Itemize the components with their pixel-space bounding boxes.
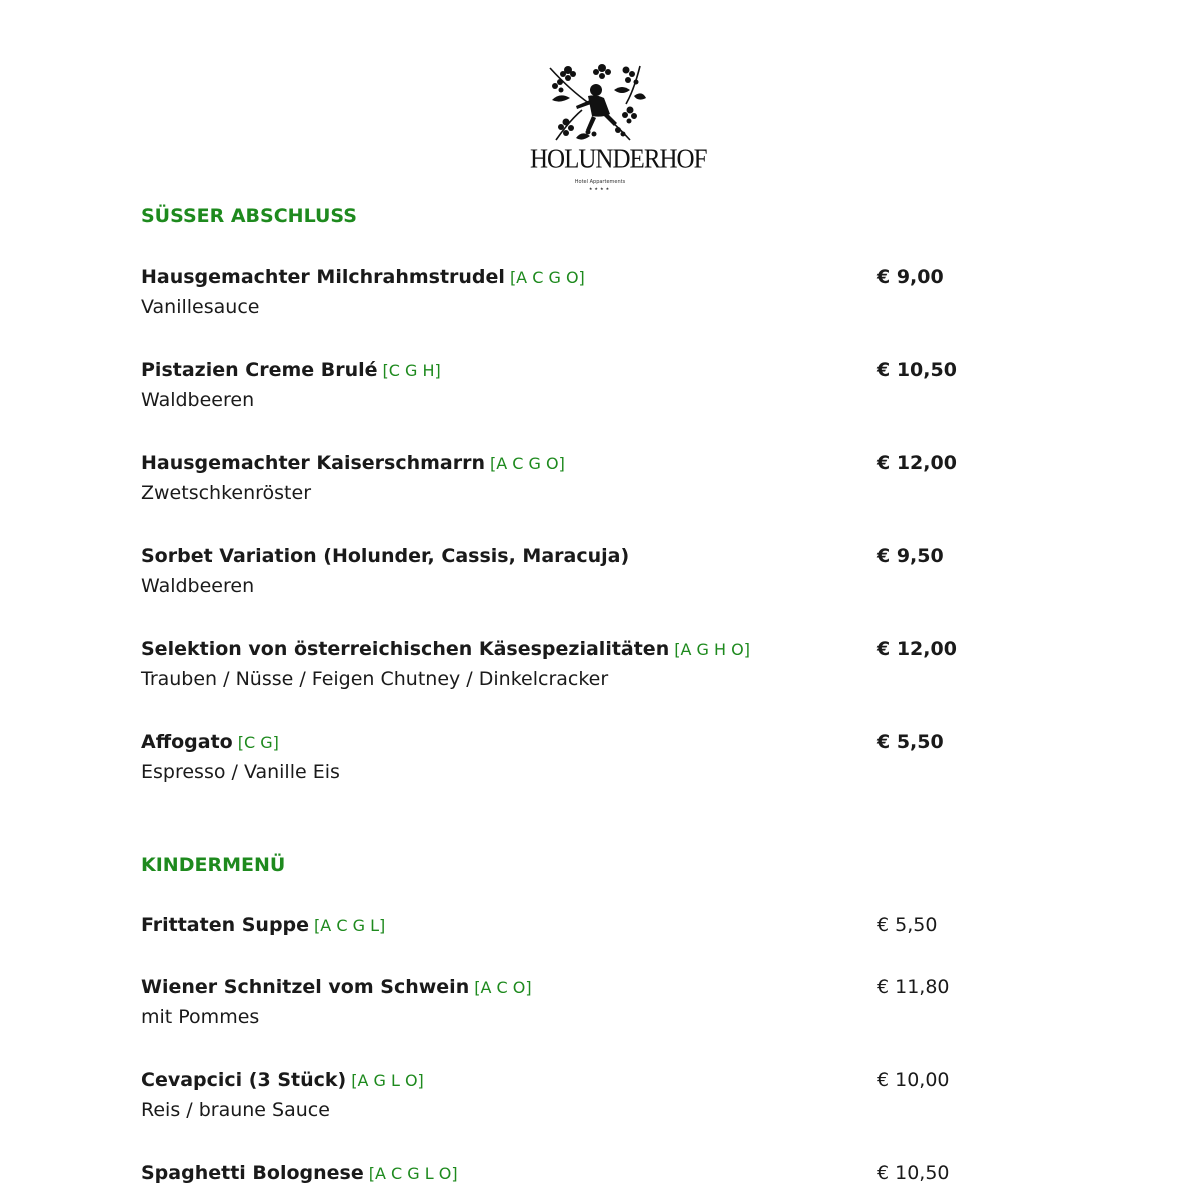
item-name: Frittaten Suppe	[141, 914, 310, 936]
item-name: Selektion von österreichischen Käsespezialitäten	[141, 638, 670, 660]
menu-item	[141, 638, 1021, 700]
menu-item	[141, 1162, 1021, 1196]
item-name: Hausgemachter Milchrahmstrudel	[141, 266, 505, 288]
logo-wordmark: HOLUNDERHOF	[530, 144, 707, 175]
item-allergens: [C G]	[237, 733, 279, 752]
item-name: Spaghetti Bolognese	[141, 1162, 364, 1184]
item-name: Hausgemachter Kaiserschmarrn	[141, 452, 486, 474]
logo-stars: ★★★★	[588, 186, 612, 191]
item-allergens: [A G L O]	[351, 1071, 424, 1090]
item-allergens: [A C G L]	[314, 916, 386, 935]
item-price: € 10,50	[877, 359, 957, 381]
item-allergens: [C G H]	[382, 361, 441, 380]
section-title-suesser-abschluss: SÜSSER ABSCHLUSS	[141, 205, 357, 227]
menu-item	[141, 976, 1021, 1038]
logo-subtitle: Hotel Appartements	[574, 179, 626, 185]
item-allergens: [A C G L O]	[368, 1164, 458, 1183]
item-price: € 11,80	[877, 976, 950, 998]
item-description: Waldbeeren	[141, 389, 255, 411]
menu-item	[141, 731, 1021, 793]
item-price: € 10,00	[877, 1069, 950, 1091]
item-name: Cevapcici (3 Stück)	[141, 1069, 347, 1091]
menu-item	[141, 266, 1021, 328]
section-title-kindermenue: KINDERMENÜ	[141, 854, 286, 876]
item-description: Espresso / Vanille Eis	[141, 761, 340, 783]
item-description: Vanillesauce	[141, 296, 260, 318]
item-description: mit Pommes	[141, 1006, 260, 1028]
item-allergens: [A C G O]	[509, 268, 585, 287]
menu-item	[141, 359, 1021, 421]
holunderhof-logo	[530, 60, 707, 196]
item-description: Reis / braune Sauce	[141, 1099, 330, 1121]
item-name: Pistazien Creme Brulé	[141, 359, 378, 381]
item-price: € 12,00	[877, 452, 957, 474]
item-description: Waldbeeren	[141, 575, 255, 597]
item-allergens: [A G H O]	[674, 640, 750, 659]
item-description: Trauben / Nüsse / Feigen Chutney / Dinkelcracker	[141, 668, 609, 690]
item-allergens: [A C G O]	[490, 454, 565, 473]
item-price: € 12,00	[877, 638, 957, 660]
menu-item	[141, 452, 1021, 514]
item-price: € 5,50	[877, 914, 938, 936]
item-price: € 9,50	[877, 545, 944, 567]
menu-item	[141, 545, 1021, 607]
item-description: Zwetschkenröster	[141, 482, 312, 504]
menu-item	[141, 914, 1021, 976]
menu-item	[141, 1069, 1021, 1131]
item-name: Wiener Schnitzel vom Schwein	[141, 976, 470, 998]
elderflower-figure-icon	[530, 60, 670, 146]
item-name: Sorbet Variation (Holunder, Cassis, Maracuja)	[141, 545, 630, 567]
item-allergens: [A C O]	[474, 978, 532, 997]
item-name: Affogato	[141, 731, 233, 753]
item-price: € 5,50	[877, 731, 944, 753]
item-price: € 9,00	[877, 266, 944, 288]
item-price: € 10,50	[877, 1162, 950, 1184]
